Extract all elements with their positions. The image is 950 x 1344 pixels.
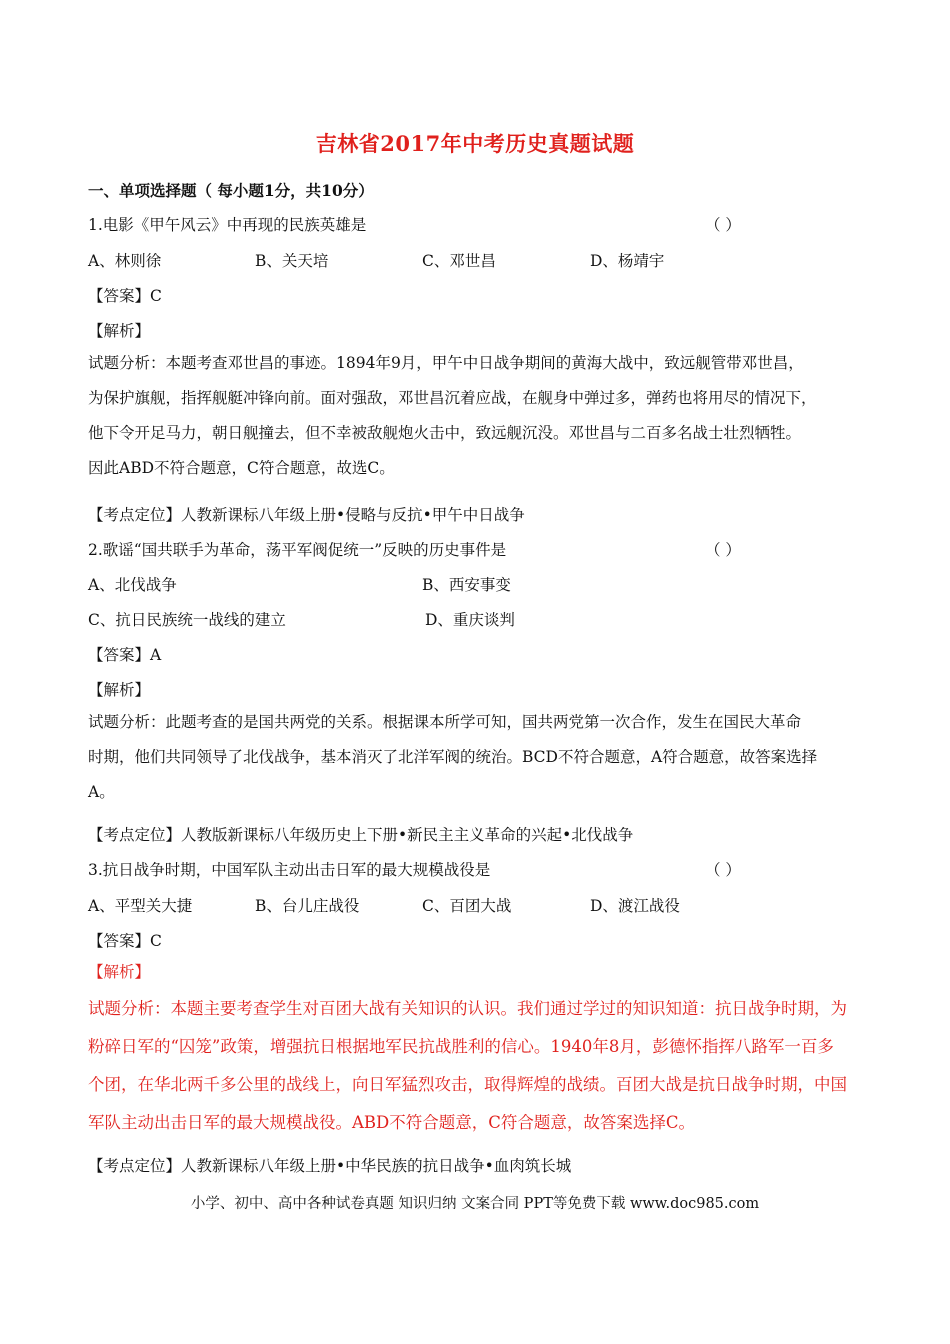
q2-kaodian: 【考点定位】人教版新课标八年级历史上下册•新民主主义革命的兴起•北伐战争 bbox=[88, 826, 634, 844]
q3-analysis-line: 试题分析：本题主要考查学生对百团大战有关知识的认识。我们通过学过的知识知道：抗日战争时期，为 bbox=[88, 999, 847, 1018]
page-title: 吉林省2017年中考历史真题试题 bbox=[315, 131, 635, 156]
q3-answer-bracket: （ ） bbox=[705, 861, 741, 879]
q1-stem: 1.电影《甲午风云》中再现的民族英雄是 bbox=[88, 216, 367, 234]
q3-analysis-line: 个团，在华北两千多公里的战线上，向日军猛烈攻击，取得辉煌的战绩。百团大战是抗日战争时期，中国 bbox=[88, 1075, 847, 1094]
q1-answer: 【答案】C bbox=[88, 287, 162, 305]
q1-option-b: B、关天培 bbox=[255, 252, 329, 270]
q1-analysis-label: 【解析】 bbox=[88, 322, 151, 340]
q1-analysis-line: 为保护旗舰，指挥舰艇冲锋向前。面对强敌，邓世昌沉着应战，在舰身中弹过多，弹药也将用尽的情况下， bbox=[88, 389, 817, 407]
page-footer: 小学、初中、高中各种试卷真题 知识归纳 文案合同 PPT等免费下载 www.doc985.com bbox=[190, 1196, 760, 1212]
q3-answer: 【答案】C bbox=[88, 932, 162, 950]
q3-kaodian: 【考点定位】人教新课标八年级上册•中华民族的抗日战争•血肉筑长城 bbox=[88, 1157, 572, 1175]
q3-option-a: A、平型关大捷 bbox=[88, 897, 193, 915]
q2-analysis bbox=[88, 705, 868, 810]
q2-option-c: C、抗日民族统一战线的建立 bbox=[88, 611, 286, 629]
q2-answer-bracket: （ ） bbox=[705, 541, 741, 559]
q2-stem: 2.歌谣“国共联手为革命，荡平军阀促统一”反映的历史事件是 bbox=[88, 541, 507, 559]
q3-stem: 3.抗日战争时期，中国军队主动出击日军的最大规模战役是 bbox=[88, 861, 491, 879]
q2-analysis-line: A。 bbox=[88, 783, 115, 801]
q2-analysis-line: 试题分析：此题考查的是国共两党的关系。根据课本所学可知，国共两党第一次合作，发生在国民大革命 bbox=[88, 713, 802, 731]
q1-kaodian: 【考点定位】人教新课标八年级上册•侵略与反抗•甲午中日战争 bbox=[88, 506, 525, 524]
q3-option-c: C、百团大战 bbox=[422, 897, 512, 915]
q3-analysis-label: 【解析】 bbox=[88, 963, 151, 981]
q3-option-b: B、台儿庄战役 bbox=[255, 897, 360, 915]
section-heading: 一、单项选择题（ 每小题1分，共10分） bbox=[88, 181, 374, 200]
q1-analysis bbox=[88, 346, 868, 486]
q3-option-d: D、渡江战役 bbox=[590, 897, 680, 915]
q1-analysis-line: 他下令开足马力，朝日舰撞去，但不幸被敌舰炮火击中，致远舰沉没。邓世昌与二百多名战士壮烈牺牲。 bbox=[88, 424, 802, 442]
q1-answer-bracket: （ ） bbox=[705, 216, 741, 234]
q3-analysis bbox=[88, 990, 866, 1142]
q3-analysis-line: 军队主动出击日军的最大规模战役。ABD不符合题意，C符合题意，故答案选择C。 bbox=[88, 1113, 696, 1132]
q2-analysis-line: 时期，他们共同领导了北伐战争，基本消灭了北洋军阀的统治。BCD不符合题意，A符合题意，故答案选择 bbox=[88, 748, 818, 766]
q2-option-d: D、重庆谈判 bbox=[425, 611, 515, 629]
q3-analysis-line: 粉碎日军的“囚笼”政策，增强抗日根据地军民抗战胜利的信心。1940年8月，彭德怀指挥八路军一百多 bbox=[88, 1037, 834, 1056]
q1-analysis-line: 因此ABD不符合题意，C符合题意，故选C。 bbox=[88, 459, 395, 477]
q2-answer: 【答案】A bbox=[88, 646, 162, 664]
q2-option-b: B、西安事变 bbox=[422, 576, 511, 594]
q2-analysis-label: 【解析】 bbox=[88, 681, 151, 699]
q1-analysis-line: 试题分析：本题考查邓世昌的事迹。1894年9月，甲午中日战争期间的黄海大战中，致远舰管带邓世昌， bbox=[88, 354, 804, 372]
q2-option-a: A、北伐战争 bbox=[88, 576, 177, 594]
q1-option-c: C、邓世昌 bbox=[422, 252, 496, 270]
q1-option-d: D、杨靖宇 bbox=[590, 252, 665, 270]
q1-option-a: A、林则徐 bbox=[88, 252, 162, 270]
